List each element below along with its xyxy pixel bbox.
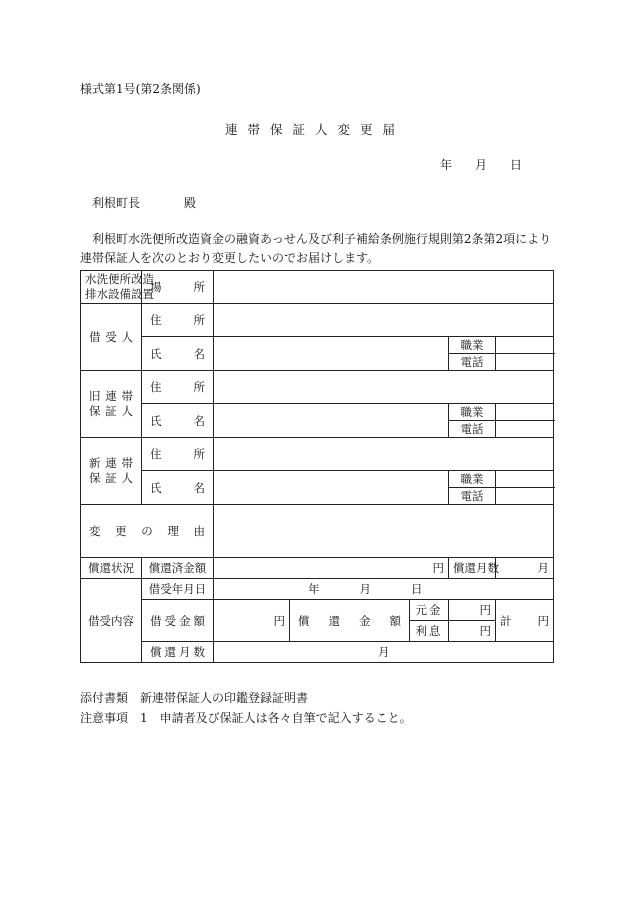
borrower-occupation-label: 職業 [449, 337, 496, 354]
form-number: 様式第1号(第2条関係) [80, 82, 201, 96]
reason-field[interactable] [214, 505, 554, 558]
change-form-table [80, 270, 554, 663]
date-year: 年 [440, 158, 453, 172]
addressee-name: 利根町長 [92, 196, 141, 210]
loan-amount-label: 借受金額 [142, 600, 214, 642]
repayment-status-label: 償還状況 [81, 558, 142, 579]
borrower-name-field[interactable] [214, 337, 449, 371]
new-guarantor-name-field[interactable] [214, 471, 449, 505]
new-guarantor-address-field[interactable] [214, 438, 554, 471]
loan-date-field[interactable]: 年 月 日 [214, 579, 554, 600]
new-guarantor-occupation-field[interactable] [496, 471, 554, 488]
loan-repayment-months-field[interactable]: 月 [214, 642, 554, 663]
date-day: 日 [510, 158, 523, 172]
old-guarantor-address-field[interactable] [214, 371, 554, 404]
notes [80, 688, 412, 728]
borrower-address-label: 住所 [142, 304, 214, 337]
new-guarantor-label: 新連帯 保証人 [81, 438, 142, 505]
total-label: 計 [500, 613, 512, 628]
old-guarantor-phone-field[interactable] [496, 421, 554, 438]
loan-details-label: 借受内容 [81, 579, 142, 663]
old-guarantor-occupation-field[interactable] [496, 404, 554, 421]
new-guarantor-phone-field[interactable] [496, 488, 554, 505]
repaid-amount-label: 償還済金額 [142, 558, 214, 579]
new-guarantor-address-label: 住所 [142, 438, 214, 471]
borrower-occupation-field[interactable] [496, 337, 554, 354]
document-title: 連帯保証人変更届 [224, 122, 405, 137]
old-guarantor-address-label: 住所 [142, 371, 214, 404]
principal-label: 元金 [410, 600, 449, 621]
reason-label: 変更の理由 [81, 505, 214, 558]
location-label: 場所 [142, 271, 214, 304]
loan-repayment-months-label: 償還月数 [142, 642, 214, 663]
new-guarantor-name-label: 氏名 [142, 471, 214, 505]
borrower-phone-label: 電話 [449, 354, 496, 371]
principal-field[interactable]: 円 [449, 600, 496, 621]
new-guarantor-phone-label: 電話 [449, 488, 496, 505]
borrower-label: 借受人 [81, 304, 142, 371]
new-guarantor-occupation-label: 職業 [449, 471, 496, 488]
date-month: 月 [475, 158, 488, 172]
old-guarantor-occupation-label: 職業 [449, 404, 496, 421]
old-guarantor-name-field[interactable] [214, 404, 449, 438]
interest-label: 利息 [410, 621, 449, 642]
body-text: 利根町水洗便所改造資金の融資あっせん及び利子補給条例施行規則第2条第2項により連帯保証人を次のとおり変更したいのでお届けします。 [80, 232, 552, 265]
attachments-line: 添付書類 新連帯保証人の印鑑登録証明書 [80, 691, 309, 705]
old-guarantor-phone-label: 電話 [449, 421, 496, 438]
borrower-name-label: 氏名 [142, 337, 214, 371]
addressee [92, 194, 196, 211]
interest-field[interactable]: 円 [449, 621, 496, 642]
addressee-suffix: 殿 [184, 196, 197, 210]
borrower-address-field[interactable] [214, 304, 554, 337]
location-field[interactable] [214, 271, 554, 304]
total-field[interactable]: 計 円 [496, 600, 554, 642]
old-guarantor-name-label: 氏名 [142, 404, 214, 438]
loan-date-label: 借受年月日 [142, 579, 214, 600]
repayment-amount-label: 償還金額 [290, 600, 410, 642]
facility-label: 水洗便所改造 排水設備設置 [81, 271, 142, 304]
caution-line: 注意事項 1 申請者及び保証人は各々自筆で記入すること。 [80, 711, 412, 725]
borrower-phone-field[interactable] [496, 354, 554, 371]
repayment-months-label: 償還月数 [449, 558, 496, 579]
date-line [440, 156, 522, 173]
old-guarantor-label: 旧連帯 保証人 [81, 371, 142, 438]
repayment-months-field[interactable]: 月 [496, 558, 554, 579]
loan-amount-field[interactable]: 円 [214, 600, 290, 642]
repaid-amount-field[interactable]: 円 [214, 558, 449, 579]
